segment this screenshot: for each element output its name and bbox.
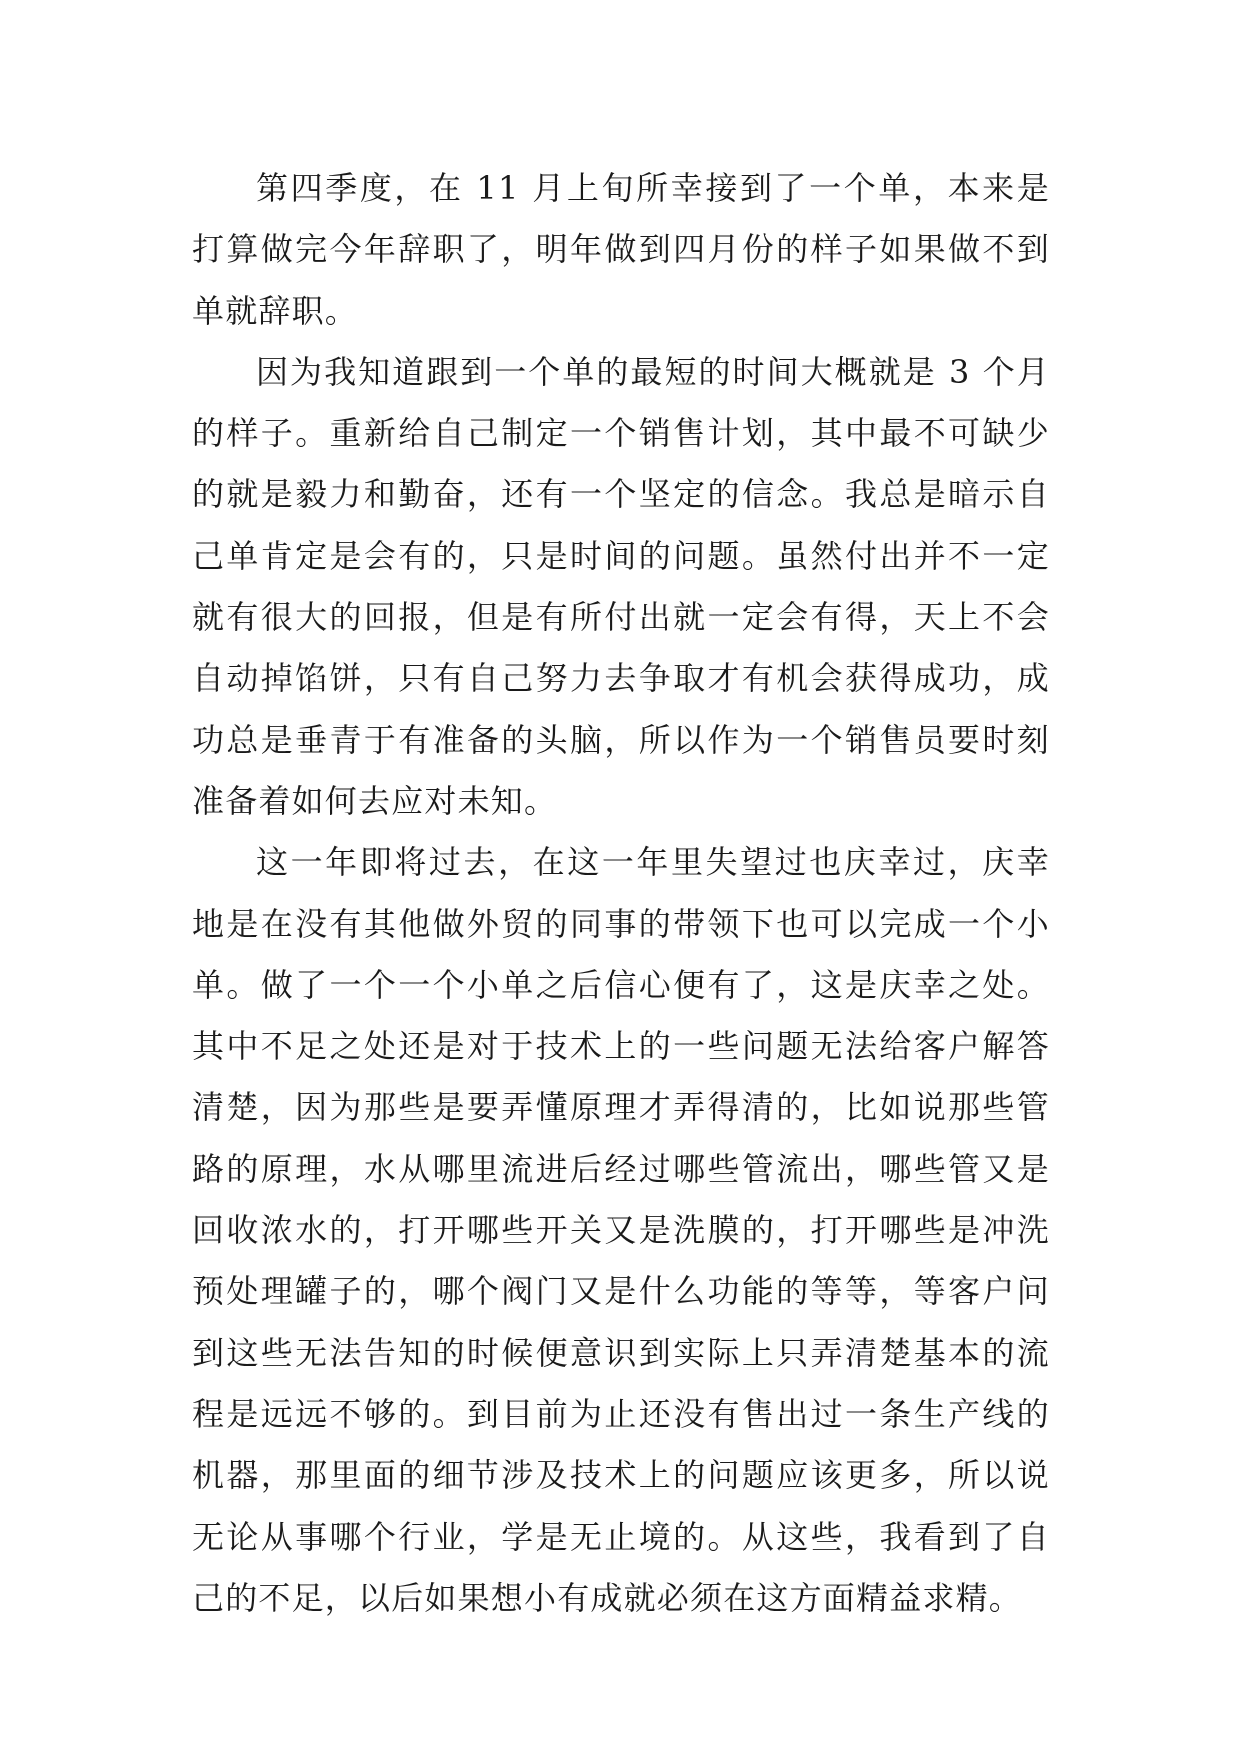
- document-page: [192, 158, 1050, 1629]
- paragraph-sales-plan: 因为我知道跟到一个单的最短的时间大概就是 3 个月的样子。重新给自己制定一个销售计划，其中最不可缺少的就是毅力和勤奋，还有一个坚定的信念。我总是暗示自己单肯定是会有的，只是时间的问题。虽然付出并不一定就有很大的回报，但是有所付出就一定会有得，天上不会自动掉馅饼，只有自己努力去争取才有机会获得成功，成功总是垂青于有准备的头脑，所以作为一个销售员要时刻准备着如何去应对未知。: [192, 352, 1050, 820]
- paragraph-year-review: 这一年即将过去，在这一年里失望过也庆幸过，庆幸地是在没有其他做外贸的同事的带领下也可以完成一个小单。做了一个一个小单之后信心便有了，这是庆幸之处。其中不足之处还是对于技术上的一些问题无法给客户解答清楚，因为那些是要弄懂原理才弄得清的，比如说那些管路的原理，水从哪里流进后经过哪些管流出，哪些管又是回收浓水的，打开哪些开关又是洗膜的，打开哪些是冲洗预处理罐子的，哪个阀门又是什么功能的等等，等客户问到这些无法告知的时候便意识到实际上只弄清楚基本的流程是远远不够的。到目前为止还没有售出过一条生产线的机器，那里面的细节涉及技术上的问题应该更多，所以说无论从事哪个行业，学是无止境的。从这些，我看到了自己的不足，以后如果想小有成就必须在这方面精益求精。: [192, 843, 1050, 1617]
- paragraph-q4-order: 第四季度，在 11 月上旬所幸接到了一个单，本来是打算做完今年辞职了，明年做到四月份的样子如果做不到单就辞职。: [192, 169, 1050, 330]
